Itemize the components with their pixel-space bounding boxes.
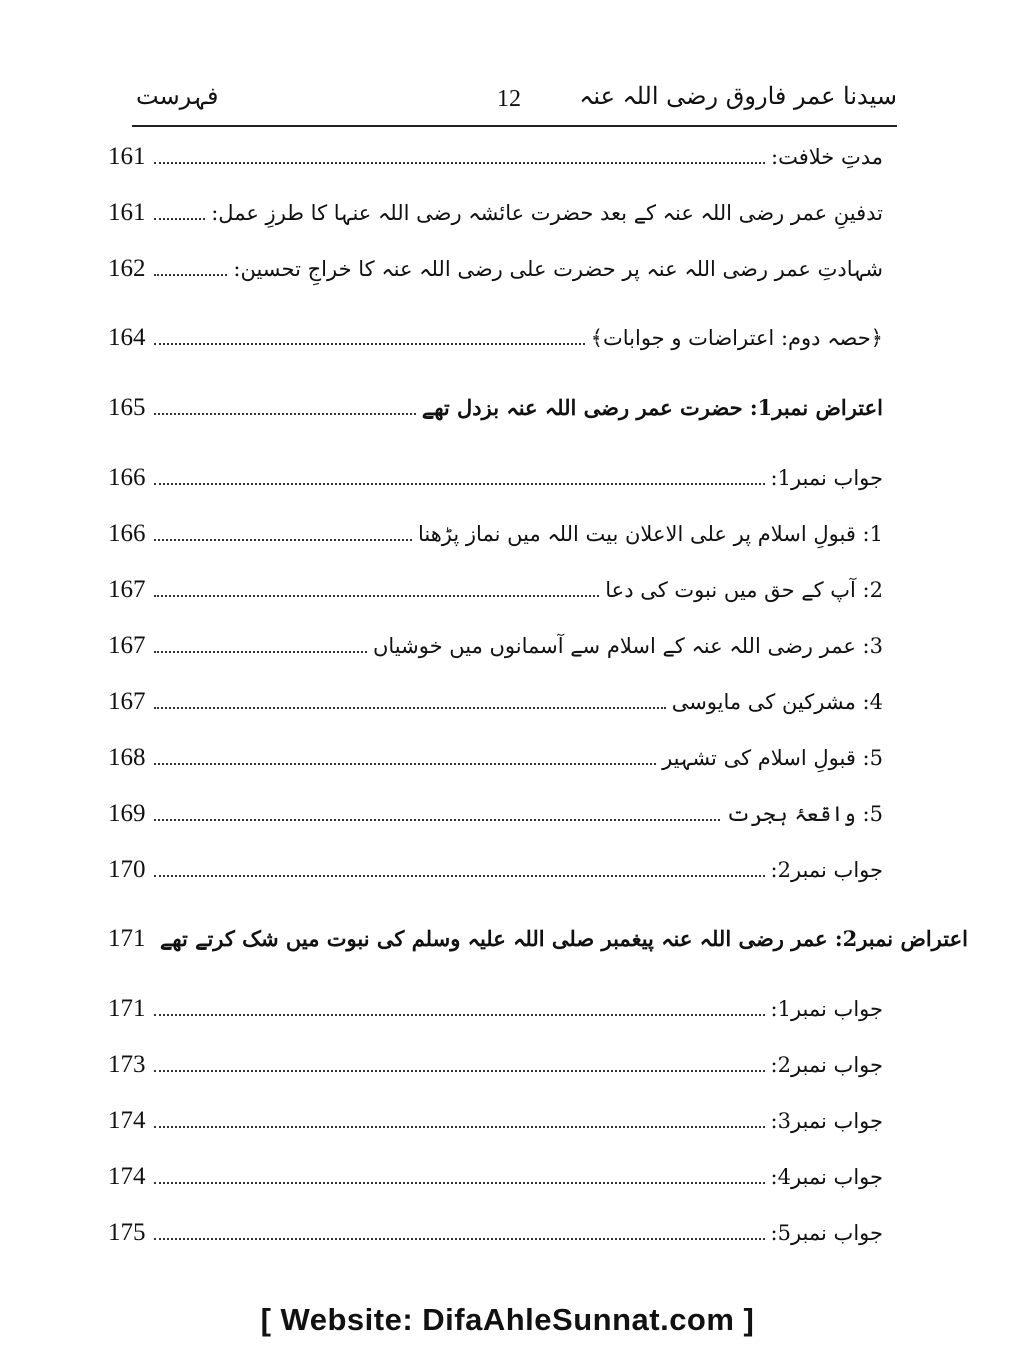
dot-leader [154, 650, 367, 653]
dot-leader [154, 1069, 765, 1072]
toc-entry [108, 464, 883, 504]
toc-title: 4: مشرکین کی مایوسی [671, 690, 883, 714]
toc-title: ﴿حصہ دوم: اعتراضات و جوابات﴾ [590, 326, 883, 350]
toc-title: جواب نمبر1: [770, 997, 883, 1021]
toc-entry [108, 143, 883, 183]
dot-leader [154, 273, 227, 276]
toc-title: مدتِ خلافت: [771, 145, 883, 169]
toc-entry [108, 255, 883, 295]
toc-entry [108, 576, 883, 616]
toc-title: جواب نمبر4: [770, 1165, 883, 1189]
dot-leader [154, 1125, 765, 1128]
toc-page-number: 173 [108, 1051, 146, 1078]
toc-page-number: 174 [108, 1107, 146, 1134]
toc-title: جواب نمبر1: [770, 466, 883, 490]
toc-page-number: 171 [108, 925, 146, 952]
toc-title: 5: قبولِ اسلام کی تشہیر [662, 746, 883, 770]
toc-entry [108, 925, 968, 965]
dot-leader [154, 217, 205, 220]
toc-title: تدفینِ عمر رضی اللہ عنہ کے بعد حضرت عائشہ رضی اللہ عنہا کا طرزِ عمل: [211, 201, 883, 225]
toc-page-number: 166 [108, 464, 146, 491]
toc-entry [108, 744, 883, 784]
toc-entry [108, 394, 883, 434]
toc-title: جواب نمبر2: [770, 858, 883, 882]
toc-title: جواب نمبر3: [770, 1109, 883, 1133]
toc-page-number: 171 [108, 995, 146, 1022]
toc-entry [108, 1051, 883, 1091]
toc-entry [108, 856, 883, 896]
page-header [132, 82, 897, 124]
toc-title: جواب نمبر2: [770, 1053, 883, 1077]
toc-entry [108, 1107, 883, 1147]
toc-page-number: 161 [108, 143, 146, 170]
toc-page-number: 162 [108, 255, 146, 282]
toc-entry [108, 199, 883, 239]
toc-entry [108, 632, 883, 672]
toc-title: 1: قبولِ اسلام پر علی الاعلان بیت اللہ میں نماز پڑھنا [418, 522, 883, 546]
toc-page-number: 175 [108, 1219, 146, 1246]
toc-title: جواب نمبر5: [770, 1221, 883, 1245]
toc-page-number: 174 [108, 1163, 146, 1190]
toc-page-number: 165 [108, 394, 146, 421]
toc-page-number: 166 [108, 520, 146, 547]
toc-entry [108, 800, 883, 840]
dot-leader [154, 1181, 765, 1184]
toc-title: 3: عمر رضی اللہ عنہ کے اسلام سے آسمانوں میں خوشیاں [372, 634, 883, 658]
toc-entry [108, 520, 883, 560]
dot-leader [154, 1013, 765, 1016]
toc-page-number: 161 [108, 199, 146, 226]
dot-leader [154, 412, 416, 415]
toc-title: اعتراض نمبر1: حضرت عمر رضی اللہ عنہ بزدل تھے [421, 395, 883, 420]
toc-page-number: 167 [108, 688, 146, 715]
toc-entry [108, 1219, 883, 1259]
page-number: 12 [497, 86, 521, 112]
dot-leader [154, 482, 765, 485]
toc-entry [108, 1163, 883, 1203]
website-footer: [ Website: DifaAhleSunnat.com ] [260, 1302, 755, 1337]
toc-page-number: 167 [108, 632, 146, 659]
toc-entry [108, 688, 883, 728]
toc-page-number: 170 [108, 856, 146, 883]
toc-title: شہادتِ عمر رضی اللہ عنہ پر حضرت علی رضی اللہ عنہ کا خراجِ تحسین: [233, 257, 883, 281]
dot-leader [154, 818, 720, 821]
dot-leader [154, 538, 412, 541]
toc-title: 2: آپ کے حق میں نبوت کی دعا [605, 578, 883, 602]
toc-title: 5: واقعۂ ہجرت [726, 802, 883, 826]
toc-page-number: 169 [108, 800, 146, 827]
header-divider [132, 125, 897, 127]
dot-leader [154, 762, 656, 765]
dot-leader [154, 874, 765, 877]
book-title: سیدنا عمر فاروق رضی اللہ عنہ [579, 82, 897, 110]
dot-leader [154, 342, 585, 345]
dot-leader [154, 706, 666, 709]
toc-entry [108, 324, 883, 364]
section-label: فہرست [136, 82, 219, 110]
toc-page-number: 167 [108, 576, 146, 603]
toc-page-number: 168 [108, 744, 146, 771]
toc-title: اعتراض نمبر2: عمر رضی اللہ عنہ پیغمبر صلی اللہ علیہ وسلم کی نبوت میں شک کرتے تھے [160, 926, 968, 951]
dot-leader [154, 161, 765, 164]
dot-leader [154, 1237, 765, 1240]
dot-leader [154, 594, 599, 597]
toc-page-number: 164 [108, 324, 146, 351]
toc-entry [108, 995, 883, 1035]
